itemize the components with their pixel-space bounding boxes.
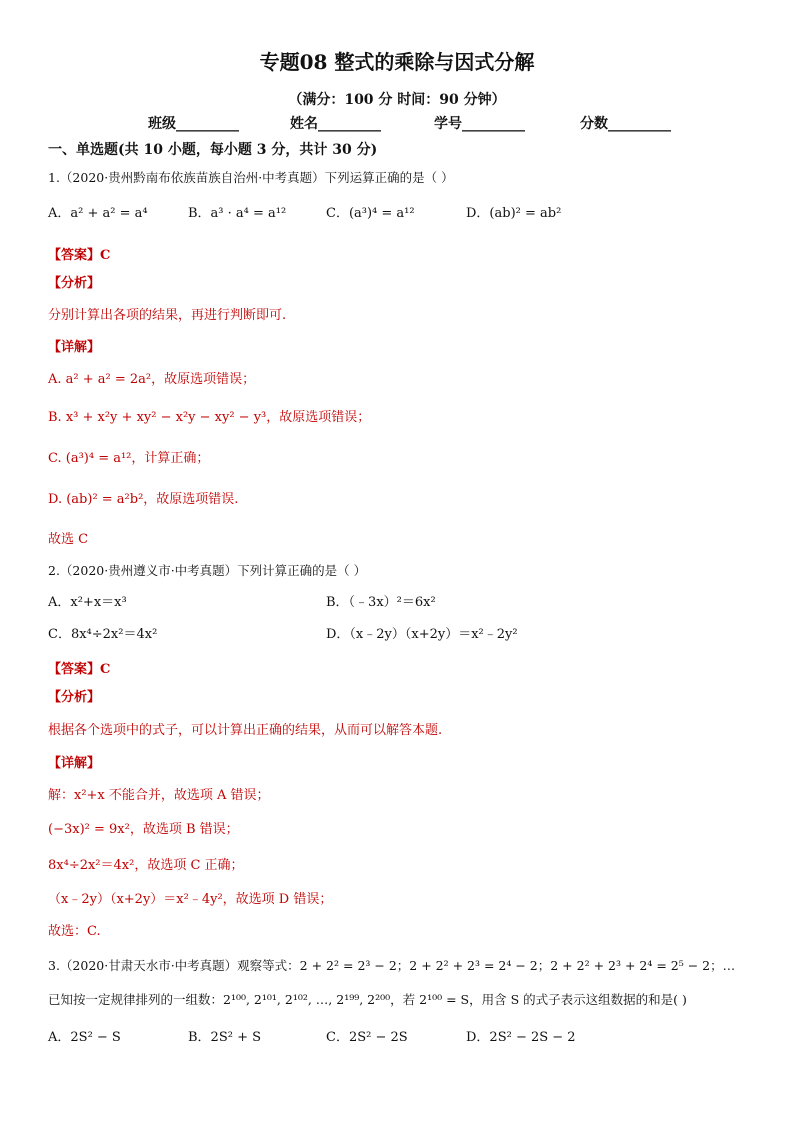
q2-answer [48,658,110,678]
exam-info: （满分：100 分 时间：90 分钟） [288,92,506,108]
q2-option-c: C．8x⁴÷2x²＝4x² [48,627,158,642]
q2-analysis-label: 【分析】 [48,690,101,705]
q1-analysis-text: 分别计算出各项的结果，再进行判断即可. [48,308,287,323]
field-class: 班级_________ [148,116,239,132]
q2-option-d: D．（x﹣2y）（x+2y）＝x²﹣2y² [326,627,518,642]
q2-option-b: B．（﹣3x）²＝6x² [326,595,436,610]
q1-detail-c: C. (a³)⁴ = a¹²，计算正确； [48,451,210,466]
q3-option-c: C．2S² − 2S [326,1030,408,1045]
q1-option-c: C．(a³)⁴ = a¹² [326,206,415,221]
q2-detail-d: （x﹣2y）（x+2y）＝x²﹣4y²，故选项 D 错误； [48,892,333,907]
q1-detail-a: A. a² + a² = 2a²，故原选项错误； [48,372,256,387]
q1-option-d: D．(ab)² = ab² [466,206,562,221]
q2-detail-label: 【详解】 [48,756,101,771]
answer-label: 【答案】 [48,248,101,263]
q2-analysis-text: 根据各个选项中的式子，可以计算出正确的结果，从而可以解答本题. [48,723,443,738]
q2-conclusion: 故选：C. [48,924,101,939]
q2-detail-a: 解：x²+x 不能合并，故选项 A 错误； [48,788,270,803]
q3-option-d: D．2S² − 2S − 2 [466,1030,576,1045]
answer-label: 【答案】 [48,662,101,677]
question-2-stem: 2.（2020·贵州遵义市·中考真题）下列计算正确的是（ ） [48,563,367,578]
question-3-stem-continued: 已知按一定规律排列的一组数：2¹⁰⁰, 2¹⁰¹, 2¹⁰², …, 2¹⁹⁹, 2²⁰⁰，若 2¹⁰⁰ = S，用含 S 的式子表示这组数据的和是( ) [48,992,687,1007]
q1-option-b: B．a³ · a⁴ = a¹² [188,206,287,221]
q3-option-a: A．2S² − S [48,1030,121,1045]
field-student-id: 学号_________ [434,116,525,132]
field-score: 分数_________ [580,116,671,132]
section-heading: 一、单选题(共 10 小题，每小题 3 分，共计 30 分) [48,142,378,158]
q2-option-a: A．x²+x＝x³ [48,595,127,610]
page-title: 专题08 整式的乘除与因式分解 [259,50,535,74]
q1-answer [48,244,110,264]
q1-answer-value: C [100,248,111,263]
q1-detail-label: 【详解】 [48,340,101,355]
q2-detail-b: (−3x)² = 9x²，故选项 B 错误； [48,822,239,837]
q2-detail-c: 8x⁴÷2x²＝4x²，故选项 C 正确； [48,858,244,873]
q1-detail-d: D. (ab)² = a²b²，故原选项错误. [48,492,239,507]
q1-analysis-label: 【分析】 [48,276,101,291]
question-1-stem: 1.（2020·贵州黔南布依族苗族自治州·中考真题）下列运算正确的是（ ） [48,170,454,185]
q1-detail-b: B. x³ + x²y + xy² − x²y − xy² − y³，故原选项错误； [48,410,371,425]
q1-conclusion: 故选 C [48,532,89,547]
q3-option-b: B．2S² + S [188,1030,262,1045]
q1-option-a: A．a² + a² = a⁴ [48,206,148,221]
question-3-stem: 3.（2020·甘肃天水市·中考真题）观察等式：2 + 2² = 2³ − 2；2 + 2² + 2³ = 2⁴ − 2；2 + 2² + 2³ + 2⁴ = 2⁵ − 2；… [48,958,736,973]
field-name: 姓名_________ [290,116,381,132]
q2-answer-value: C [100,662,111,677]
